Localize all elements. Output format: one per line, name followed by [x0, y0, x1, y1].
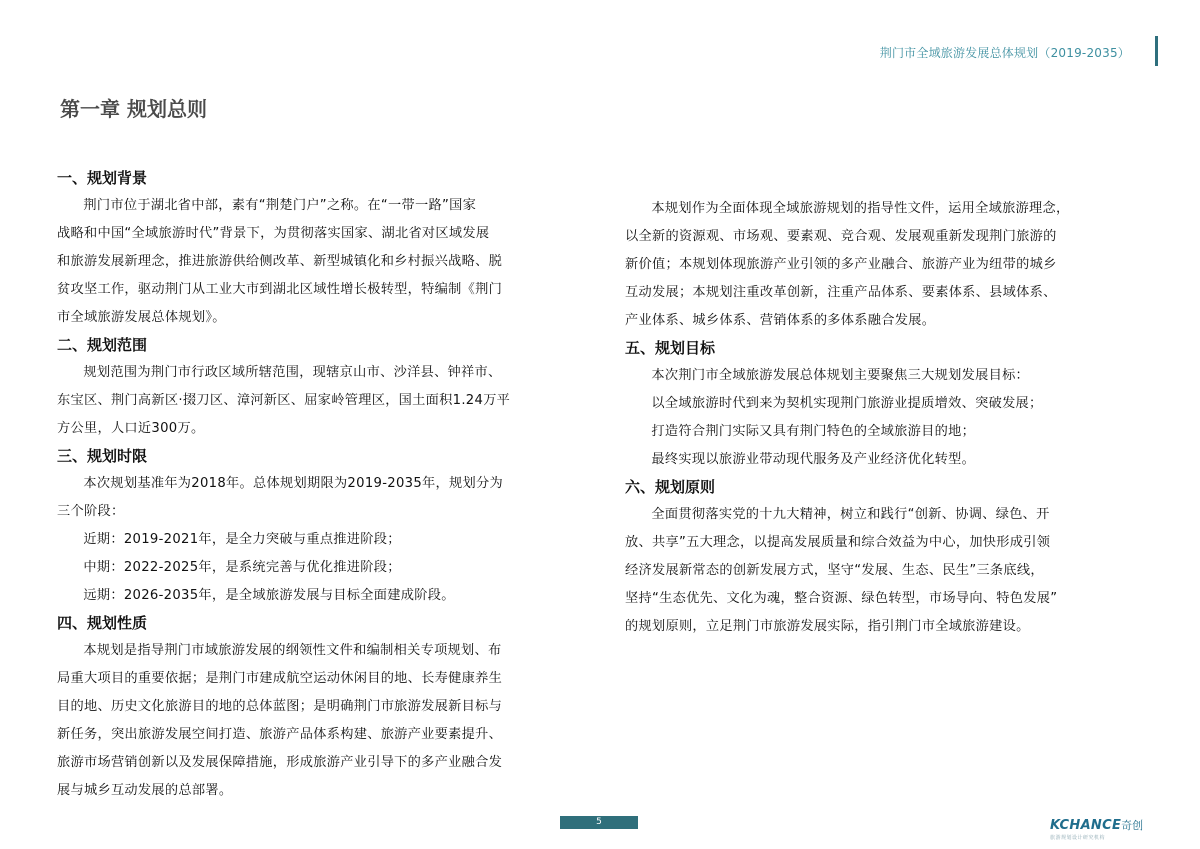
document-header-title: 荆门市全域旅游发展总体规划（2019-2035） [879, 46, 1130, 60]
text-line: 本规划作为全面体现全域旅游规划的指导性文件，运用全域旅游理念， [651, 201, 1070, 216]
text-line: 经济发展新常态的创新发展方式，坚守“发展、生态、民生”三条底线， [625, 563, 1044, 578]
text-line: 坚持“生态优先、文化为魂，整合资源、绿色转型，市场导向、特色发展” [625, 591, 1058, 606]
text-line: 和旅游发展新理念，推进旅游供给侧改革、新型城镇化和乡村振兴战略、脱 [57, 254, 503, 269]
section-body-nature [57, 637, 587, 805]
text-line: 新任务，突出旅游发展空间打造、旅游产品体系构建、旅游产业要素提升、 [57, 727, 503, 742]
brand-name: KCHANCE [1050, 818, 1122, 833]
phase-mid-term: 中期：2022-2025年，是系统完善与优化推进阶段； [83, 560, 401, 575]
text-line: 产业体系、城乡体系、营销体系的多体系融合发展。 [625, 313, 936, 328]
goals-intro: 本次荆门市全域旅游发展总体规划主要聚焦三大规划发展目标： [651, 368, 1030, 383]
goal-item: 以全域旅游时代到来为契机实现荆门旅游业提质增效、突破发展； [651, 396, 1043, 411]
brand-logo [1050, 814, 1143, 841]
goal-item: 最终实现以旅游业带动现代服务及产业经济优化转型。 [651, 452, 976, 467]
goal-item: 打造符合荆门实际又具有荆门特色的全域旅游目的地； [651, 424, 976, 439]
chapter-title: 第一章 规划总则 [60, 97, 207, 121]
text-line: 放、共享”五大理念，以提高发展质量和综合效益为中心，加快形成引领 [625, 535, 1051, 550]
text-line: 市全域旅游发展总体规划》。 [57, 310, 226, 325]
text-line: 东宝区、荆门高新区·掇刀区、漳河新区、屈家岭管理区，国土面积1.24万平 [57, 393, 511, 408]
right-column [625, 195, 1155, 641]
text-line: 的规划原则，立足荆门市旅游发展实际，指引荆门市全域旅游建设。 [625, 619, 1030, 634]
text-line: 互动发展；本规划注重改革创新，注重产品体系、要素体系、县域体系、 [625, 285, 1057, 300]
section-heading-goals: 五、规划目标 [625, 339, 716, 357]
section-heading-scope: 二、规划范围 [57, 336, 148, 354]
section-body-nature-continued [625, 195, 1155, 335]
phase-long-term: 远期：2026-2035年，是全域旅游发展与目标全面建成阶段。 [83, 588, 455, 603]
text-line: 局重大项目的重要依据；是荆门市建成航空运动休闲目的地、长寿健康养生 [57, 671, 503, 686]
section-heading-nature: 四、规划性质 [57, 614, 148, 632]
brand-cn-name: 奇创 [1121, 819, 1144, 832]
phase-near-term: 近期：2019-2021年，是全力突破与重点推进阶段； [83, 532, 401, 547]
section-heading-background: 一、规划背景 [57, 169, 148, 187]
header-accent-bar [1155, 36, 1158, 66]
text-line: 展与城乡互动发展的总部署。 [57, 783, 233, 798]
text-line: 全面贯彻落实党的十九大精神，树立和践行“创新、协调、绿色、开 [651, 507, 1050, 522]
section-heading-timeframe: 三、规划时限 [57, 447, 148, 465]
text-line: 三个阶段： [57, 504, 125, 519]
brand-subtitle: 旅游规划设计研究机构 [1050, 835, 1106, 841]
text-line: 以全新的资源观、市场观、要素观、竞合观、发展观重新发现荆门旅游的 [625, 229, 1057, 244]
text-line: 荆门市位于湖北省中部，素有“荆楚门户”之称。在“一带一路”国家 [83, 198, 477, 213]
text-line: 贫攻坚工作，驱动荆门从工业大市到湖北区域性增长极转型，特编制《荆门 [57, 282, 503, 297]
section-body-principles [625, 501, 1155, 641]
text-line: 旅游市场营销创新以及发展保障措施，形成旅游产业引导下的多产业融合发 [57, 755, 503, 770]
text-line: 本次规划基准年为2018年。总体规划期限为2019-2035年，规划分为 [83, 476, 503, 491]
text-line: 战略和中国“全域旅游时代”背景下，为贯彻落实国家、湖北省对区域发展 [57, 226, 490, 241]
section-body-scope [57, 359, 587, 443]
left-column [57, 165, 587, 805]
page-number-badge: 5 [560, 816, 638, 829]
text-line: 方公里，人口近300万。 [57, 421, 205, 436]
section-heading-principles: 六、规划原则 [625, 478, 716, 496]
text-line: 新价值；本规划体现旅游产业引领的多产业融合、旅游产业为纽带的城乡 [625, 257, 1057, 272]
text-line: 目的地、历史文化旅游目的地的总体蓝图；是明确荆门市旅游发展新目标与 [57, 699, 503, 714]
section-body-timeframe [57, 470, 587, 526]
text-line: 规划范围为荆门市行政区域所辖范围，现辖京山市、沙洋县、钟祥市、 [83, 365, 502, 380]
section-body-background [57, 192, 587, 332]
text-line: 本规划是指导荆门市域旅游发展的纲领性文件和编制相关专项规划、布 [83, 643, 502, 658]
